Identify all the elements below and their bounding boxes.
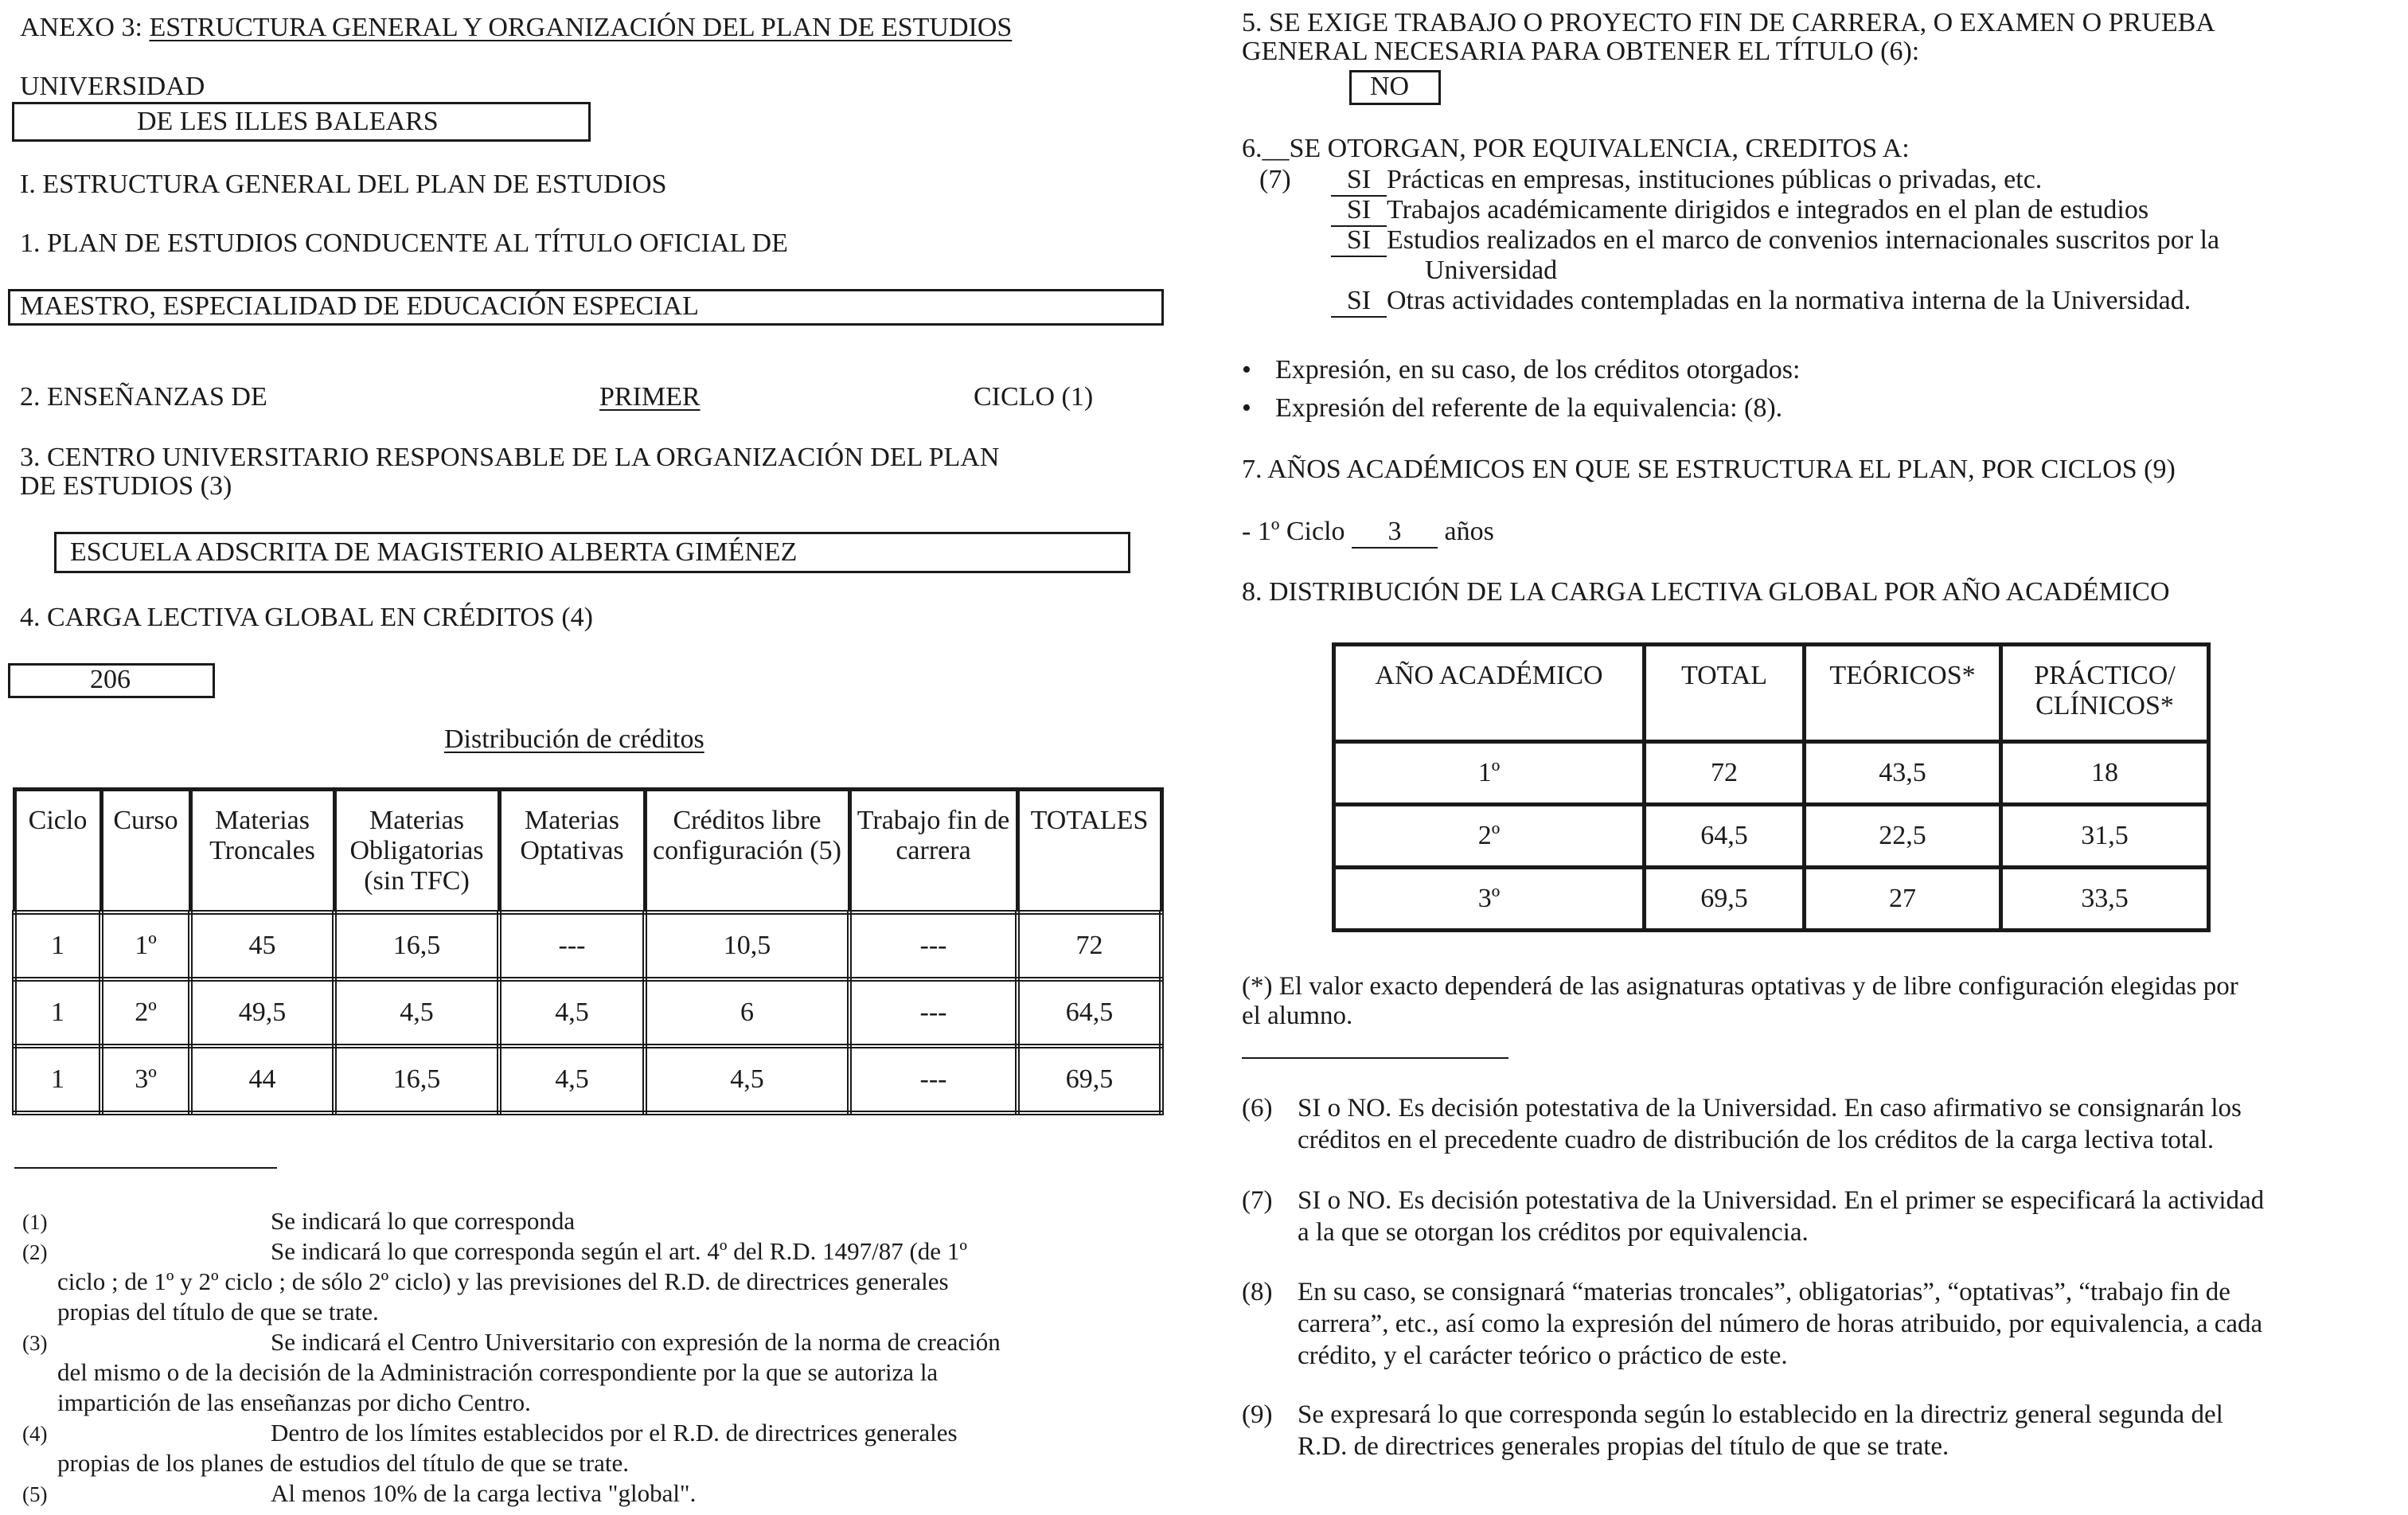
table-row — [14, 1046, 1161, 1113]
bullet-icon: • — [1242, 393, 1251, 423]
equivalence-text-continued: Universidad — [1425, 256, 1558, 285]
note-text: SI o NO. Es decisión potestativa de la Universidad. En caso afirmativo se consignarán los — [1298, 1094, 2242, 1123]
table-cell: 45 — [190, 912, 334, 979]
titulo-value: MAESTRO, ESPECIALIDAD DE EDUCACIÓN ESPECIAL — [20, 291, 699, 321]
item5-line2: GENERAL NECESARIA PARA OBTENER EL TÍTULO (6): — [1242, 37, 1920, 66]
equivalence-value: SI — [1331, 165, 1387, 197]
credits-table-header — [14, 790, 1161, 913]
table-cell: 1º — [101, 912, 190, 979]
table-cell: 64,5 — [1645, 805, 1805, 868]
equivalence-value: SI — [1331, 286, 1387, 318]
credits-table — [12, 787, 1164, 1115]
item1-label: 1. PLAN DE ESTUDIOS CONDUCENTE AL TÍTULO OFICIAL DE — [20, 228, 788, 258]
table-cell: --- — [849, 979, 1017, 1046]
asterisk-note-line1: (*) El valor exacto dependerá de las asignaturas optativas y de libre configuración elegidas por — [1242, 972, 2238, 1001]
footnote-number: (5) — [22, 1482, 48, 1506]
table-cell: 1 — [14, 912, 101, 979]
footnote-text: del mismo o de la decisión de la Administración correspondiente por la que se autoriza la — [57, 1358, 939, 1386]
table-cell: --- — [849, 912, 1017, 979]
table-cell: 4,5 — [499, 979, 645, 1046]
equivalence-value: SI — [1331, 225, 1387, 257]
carga-value: 206 — [90, 665, 131, 694]
note-number: (7) — [1242, 1186, 1273, 1215]
table-cell: 72 — [1645, 742, 1805, 805]
year-table — [1332, 642, 2211, 932]
table-cell: 1º — [1334, 742, 1645, 805]
universidad-label: UNIVERSIDAD — [20, 72, 205, 101]
bullet-text: Expresión del referente de la equivalencia: (8). — [1275, 393, 1783, 423]
table-row — [14, 979, 1161, 1046]
note-text: R.D. de directrices generales propias del título de que se trate. — [1298, 1432, 1949, 1461]
equivalence-item — [1331, 225, 2219, 257]
tfc-value: NO — [1370, 72, 1410, 101]
table-cell: 69,5 — [1645, 868, 1805, 931]
equivalence-value: SI — [1331, 195, 1387, 227]
note-text: SI o NO. Es decisión potestativa de la Universidad. En el primer se especificará la actividad — [1298, 1186, 2265, 1215]
item5-line1: 5. SE EXIGE TRABAJO O PROYECTO FIN DE CARRERA, O EXAMEN O PRUEBA — [1242, 8, 2215, 37]
table-cell: 4,5 — [334, 979, 499, 1046]
item6-label: 6.__SE OTORGAN, POR EQUIVALENCIA, CREDITOS A: — [1242, 134, 1910, 163]
table-cell: 64,5 — [1017, 979, 1161, 1046]
bullet-item — [1242, 393, 1782, 424]
item2-suffix: CICLO (1) — [974, 382, 1094, 412]
notes-divider — [1242, 1057, 1508, 1059]
note-number: (9) — [1242, 1400, 1273, 1429]
col-header: Materias Troncales — [190, 790, 334, 913]
ciclo-years-value: 3 — [1352, 517, 1438, 549]
table-cell: 69,5 — [1017, 1046, 1161, 1113]
table-cell: 2º — [101, 979, 190, 1046]
table-cell: 2º — [1334, 805, 1645, 868]
table-row — [1334, 868, 2209, 931]
note-number: (6) — [1242, 1094, 1273, 1123]
col-header: Ciclo — [14, 790, 101, 913]
table-cell: 3º — [1334, 868, 1645, 931]
ciclo-suffix: años — [1444, 517, 1494, 546]
note-text: a la que se otorgan los créditos por equivalencia. — [1298, 1218, 1809, 1247]
item7-ciclo — [1242, 517, 1494, 549]
section-i-heading: I. ESTRUCTURA GENERAL DEL PLAN DE ESTUDIOS — [20, 170, 667, 199]
footnote-text: Se indicará lo que corresponda — [271, 1207, 576, 1235]
footnote-number: (1) — [22, 1210, 48, 1234]
note-text: Se expresará lo que corresponda según lo establecido en la directriz general segunda del — [1298, 1400, 2223, 1429]
table-row — [14, 912, 1161, 979]
table-cell: 4,5 — [499, 1046, 645, 1113]
title-prefix: ANEXO 3: — [20, 13, 150, 42]
table-cell: 16,5 — [334, 912, 499, 979]
table-cell: 3º — [101, 1046, 190, 1113]
col-header: TOTALES — [1017, 790, 1161, 913]
footnote-text: Al menos 10% de la carga lectiva "global". — [271, 1479, 697, 1507]
title-main: ESTRUCTURA GENERAL Y ORGANIZACIÓN DEL PLAN DE ESTUDIOS — [149, 13, 1013, 42]
ciclo-prefix: - 1º Ciclo — [1242, 517, 1345, 546]
bullet-icon: • — [1242, 355, 1251, 385]
item2-label: 2. ENSEÑANZAS DE — [20, 382, 267, 412]
footnote-number: (2) — [22, 1240, 48, 1264]
equivalence-item — [1331, 165, 2042, 197]
col-header: PRÁCTICO/ CLÍNICOS* — [2001, 645, 2209, 742]
note-number: (8) — [1242, 1278, 1273, 1306]
note-text: En su caso, se consignará “materias troncales”, obligatorias”, “optativas”, “trabajo fin de — [1298, 1278, 2230, 1306]
document-title — [20, 13, 1012, 43]
table-cell: 22,5 — [1805, 805, 2001, 868]
col-header: Materias Optativas — [499, 790, 645, 913]
table-cell: 1 — [14, 1046, 101, 1113]
footnote-text: propias de los planes de estudios del título de que se trate. — [57, 1449, 629, 1477]
table-cell: 31,5 — [2001, 805, 2209, 868]
table-cell: 10,5 — [645, 912, 849, 979]
note-text: carrera”, etc., así como la expresión del número de horas atribuido, por equivalencia, a cada — [1298, 1310, 2263, 1338]
col-header: Curso — [101, 790, 190, 913]
item6-ref: (7) — [1259, 165, 1291, 194]
table-cell: 49,5 — [190, 979, 334, 1046]
table-cell: 6 — [645, 979, 849, 1046]
note-text: crédito, y el carácter teórico o práctico de este. — [1298, 1341, 1788, 1370]
equivalence-text: Otras actividades contempladas en la normativa interna de la Universidad. — [1387, 286, 2191, 315]
footnote-text: impartición de las enseñanzas por dicho Centro. — [57, 1388, 531, 1416]
table-cell: --- — [499, 912, 645, 979]
distribution-title: Distribución de créditos — [444, 724, 704, 754]
col-header: TEÓRICOS* — [1805, 645, 2001, 742]
equivalence-item — [1331, 195, 2148, 227]
footnote-text: propias del título de que se trate. — [57, 1298, 379, 1326]
table-cell: 1 — [14, 979, 101, 1046]
col-header: AÑO ACADÉMICO — [1334, 645, 1645, 742]
footnote-text: ciclo ; de 1º y 2º ciclo ; de sólo 2º ciclo) y las previsiones del R.D. de directrices generales — [57, 1267, 949, 1295]
table-cell: 33,5 — [2001, 868, 2209, 931]
col-header: Créditos libre configuración (5) — [645, 790, 849, 913]
item2-value: PRIMER — [599, 382, 701, 412]
asterisk-note-line2: el alumno. — [1242, 1002, 1353, 1030]
col-header: Trabajo fin de carrera — [849, 790, 1017, 913]
footnote-number: (3) — [22, 1331, 48, 1355]
table-row — [1334, 742, 2209, 805]
footnote-text: Se indicará lo que corresponda según el art. 4º del R.D. 1497/87 (de 1º — [271, 1237, 967, 1265]
col-header: TOTAL — [1645, 645, 1805, 742]
item4-label: 4. CARGA LECTIVA GLOBAL EN CRÉDITOS (4) — [20, 603, 593, 632]
col-header: Materias Obligatorias (sin TFC) — [334, 790, 499, 913]
table-cell: --- — [849, 1046, 1017, 1113]
table-cell: 18 — [2001, 742, 2209, 805]
footnote-text: Dentro de los límites establecidos por el R.D. de directrices generales — [271, 1419, 958, 1447]
year-table-header — [1334, 645, 2209, 742]
universidad-value: DE LES ILLES BALEARS — [137, 107, 439, 136]
table-cell: 43,5 — [1805, 742, 2001, 805]
footnote-number: (4) — [22, 1422, 48, 1446]
bullet-text: Expresión, en su caso, de los créditos otorgados: — [1275, 355, 1801, 385]
item3-label-line2: DE ESTUDIOS (3) — [20, 471, 232, 501]
table-row — [1334, 805, 2209, 868]
footnote-divider — [14, 1167, 277, 1169]
equivalence-text: Trabajos académicamente dirigidos e integrados en el plan de estudios — [1387, 195, 2149, 225]
equivalence-text: Estudios realizados en el marco de convenios internacionales suscritos por la — [1387, 225, 2220, 255]
table-cell: 4,5 — [645, 1046, 849, 1113]
item8-label: 8. DISTRIBUCIÓN DE LA CARGA LECTIVA GLOBAL POR AÑO ACADÉMICO — [1242, 577, 2170, 607]
table-cell: 27 — [1805, 868, 2001, 931]
bullet-item — [1242, 355, 1800, 385]
table-cell: 44 — [190, 1046, 334, 1113]
item7-label: 7. AÑOS ACADÉMICOS EN QUE SE ESTRUCTURA EL PLAN, POR CICLOS (9) — [1242, 455, 2176, 484]
table-cell: 16,5 — [334, 1046, 499, 1113]
item3-label-line1: 3. CENTRO UNIVERSITARIO RESPONSABLE DE LA ORGANIZACIÓN DEL PLAN — [20, 443, 1000, 472]
equivalence-text: Prácticas en empresas, instituciones públicas o privadas, etc. — [1387, 165, 2043, 194]
footnote-text: Se indicará el Centro Universitario con expresión de la norma de creación — [271, 1328, 1001, 1356]
note-text: créditos en el precedente cuadro de distribución de los créditos de la carga lectiva total. — [1298, 1126, 2215, 1154]
centro-value: ESCUELA ADSCRITA DE MAGISTERIO ALBERTA GIMÉNEZ — [70, 537, 798, 567]
equivalence-item — [1331, 286, 2191, 318]
table-cell: 72 — [1017, 912, 1161, 979]
